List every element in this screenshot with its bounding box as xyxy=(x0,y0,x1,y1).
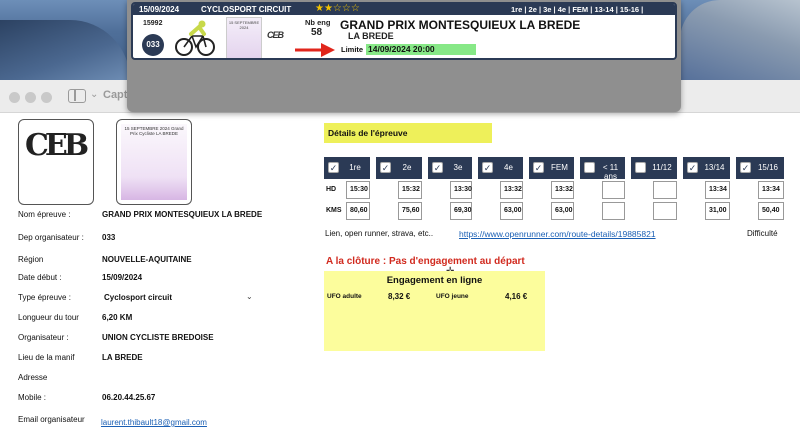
field-value: 033 xyxy=(102,233,116,242)
kms-cell[interactable]: 75,60 xyxy=(398,202,422,220)
hd-cell[interactable]: 15:32 xyxy=(398,181,422,199)
cyclist-icon xyxy=(175,18,215,58)
row-label-kms: KMS xyxy=(326,207,342,214)
fee-label-youth: UFO jeune xyxy=(436,293,469,300)
kms-cell[interactable] xyxy=(653,202,677,220)
fee-price-adult: 8,32 € xyxy=(388,292,411,301)
hd-cell[interactable]: 13:34 xyxy=(758,181,784,199)
banner-nb-eng-label: Nb eng xyxy=(305,18,331,27)
category-1516-checkbox[interactable] xyxy=(736,157,784,179)
category-label: < 11 ans xyxy=(602,163,619,181)
banner-type: CYCLOSPORT CIRCUIT xyxy=(201,5,292,14)
zoom-window-button[interactable] xyxy=(41,92,52,103)
event-banner[interactable] xyxy=(131,2,677,60)
kms-cell[interactable]: 31,00 xyxy=(705,202,730,220)
banner-limit-value: 14/09/2024 20:00 xyxy=(366,44,476,55)
field-label: Région xyxy=(18,255,44,264)
chevron-down-icon[interactable]: ⌄ xyxy=(246,292,253,301)
kms-cell[interactable]: 50,40 xyxy=(758,202,784,220)
category-1re-checkbox[interactable] xyxy=(324,157,370,179)
event-banner-popup xyxy=(127,0,681,112)
category-1314-checkbox[interactable] xyxy=(683,157,730,179)
background-hill-right xyxy=(680,0,800,80)
difficulty-label: Difficulté xyxy=(747,229,778,238)
field-label: Lieu de la manif xyxy=(18,353,75,362)
close-window-button[interactable] xyxy=(9,92,20,103)
category-label: FEM xyxy=(551,163,568,172)
kms-cell[interactable]: 69,30 xyxy=(450,202,472,220)
checkmark-icon[interactable]: ✓ xyxy=(381,163,390,173)
checkmark-icon[interactable]: ✓ xyxy=(741,163,750,173)
field-label: Mobile : xyxy=(18,393,47,402)
category-4e-checkbox[interactable] xyxy=(478,157,523,179)
field-label: Adresse xyxy=(18,373,48,382)
club-logo: CEB xyxy=(25,128,86,163)
banner-event-id: 15992 xyxy=(143,20,163,27)
checkmark-icon[interactable]: ✓ xyxy=(534,163,543,173)
category-3e-checkbox[interactable] xyxy=(428,157,472,179)
banner-poster-image: 15 SEPTEMBRE 2024 xyxy=(226,17,262,59)
background-hill-left xyxy=(0,20,130,80)
poster-box[interactable] xyxy=(116,119,192,205)
field-value: GRAND PRIX MONTESQUIEUX LA BREDE xyxy=(102,210,263,219)
category-label: 11/12 xyxy=(652,163,672,172)
field-label: Longueur du tour xyxy=(18,313,79,322)
category-label: 1re xyxy=(349,163,361,172)
club-logo-box xyxy=(18,119,94,205)
category-label: 13/14 xyxy=(704,163,725,172)
category-label: 4e xyxy=(504,163,513,172)
online-registration-box xyxy=(324,271,545,351)
event-poster-image: 15 SEPTEMBRE 2024 Grand Prix Cycliste LA BREDE xyxy=(121,124,187,200)
chevron-down-icon[interactable]: ⌄ xyxy=(90,89,99,100)
fee-price-youth: 4,16 € xyxy=(505,292,528,301)
fee-label-adult: UFO adulte xyxy=(327,293,362,300)
checkmark-icon[interactable]: ✓ xyxy=(483,163,492,173)
row-label-hd: HD xyxy=(326,186,337,193)
minimize-window-button[interactable] xyxy=(25,92,36,103)
banner-categories: 1re | 2e | 3e | 4e | FEM | 13-14 | 15-16 | xyxy=(511,5,644,14)
hd-cell[interactable]: 15:30 xyxy=(346,181,370,199)
hd-cell[interactable]: 13:30 xyxy=(450,181,472,199)
link-label: Lien, open runner, strava, etc.. xyxy=(325,229,434,238)
field-label: Email organisateur xyxy=(18,415,85,424)
field-value: 06.20.44.25.67 xyxy=(102,393,156,402)
kms-cell[interactable]: 80,60 xyxy=(346,202,370,220)
details-header: Détails de l'épreuve xyxy=(324,123,492,143)
field-label: Nom épreuve : xyxy=(18,210,71,219)
field-label: Type épreuve : xyxy=(18,293,71,302)
field-value: NOUVELLE-AQUITAINE xyxy=(102,255,192,264)
field-value: LA BREDE xyxy=(102,353,143,362)
hd-cell[interactable]: 13:32 xyxy=(551,181,574,199)
category-2e-checkbox[interactable] xyxy=(376,157,422,179)
field-value: 15/09/2024 xyxy=(102,273,143,282)
banner-top-bar xyxy=(133,4,677,15)
banner-limit-label: Limite xyxy=(341,45,364,54)
banner-title: GRAND PRIX MONTESQUIEUX LA BREDE xyxy=(340,18,581,32)
hd-cell[interactable] xyxy=(653,181,677,199)
field-label: Dep organisateur : xyxy=(18,233,84,242)
category-1112-checkbox[interactable] xyxy=(631,157,677,179)
checkmark-icon[interactable]: ✓ xyxy=(688,163,697,173)
closure-notice: A la clôture : Pas d'engagement au départ xyxy=(326,256,525,267)
banner-nb-eng-value: 58 xyxy=(311,27,323,38)
category-11ans-checkbox[interactable] xyxy=(580,157,625,179)
banner-subtitle: LA BREDE xyxy=(348,31,394,41)
field-label: Organisateur : xyxy=(18,333,69,342)
route-link[interactable]: https://www.openrunner.com/route-details/19885821 xyxy=(459,229,656,239)
window-title: Capt xyxy=(103,89,128,101)
field-value: UNION CYCLISTE BREDOISE xyxy=(102,333,214,342)
sidebar-toggle-icon[interactable] xyxy=(68,89,86,103)
category-label: 2e xyxy=(402,163,412,172)
kms-cell[interactable] xyxy=(602,202,625,220)
kms-cell[interactable]: 63,00 xyxy=(551,202,574,220)
category-label: 3e xyxy=(453,163,463,172)
hd-cell[interactable]: 13:32 xyxy=(500,181,523,199)
field-value: 6,20 KM xyxy=(102,313,133,322)
dept-badge: 033 xyxy=(142,34,164,56)
rating-stars-icon: ★★☆☆☆ xyxy=(315,3,360,14)
checkmark-icon[interactable]: ✓ xyxy=(433,163,442,173)
checkmark-icon[interactable]: ✓ xyxy=(329,163,338,173)
email-link[interactable]: laurent.thibault18@gmail.com xyxy=(101,418,207,427)
red-arrow-icon xyxy=(293,42,337,58)
kms-cell[interactable]: 63,00 xyxy=(500,202,523,220)
event-type-select[interactable]: Cyclosport circuit xyxy=(104,293,173,302)
banner-date: 15/09/2024 xyxy=(139,5,180,14)
category-FEM-checkbox[interactable] xyxy=(529,157,574,179)
category-label: 15/16 xyxy=(757,163,779,172)
hd-cell[interactable]: 13:34 xyxy=(705,181,730,199)
hd-cell[interactable] xyxy=(602,181,625,199)
field-label: Date début : xyxy=(18,273,62,282)
banner-club-logo: CEB xyxy=(267,30,284,40)
registration-title: Engagement en ligne xyxy=(386,275,483,286)
